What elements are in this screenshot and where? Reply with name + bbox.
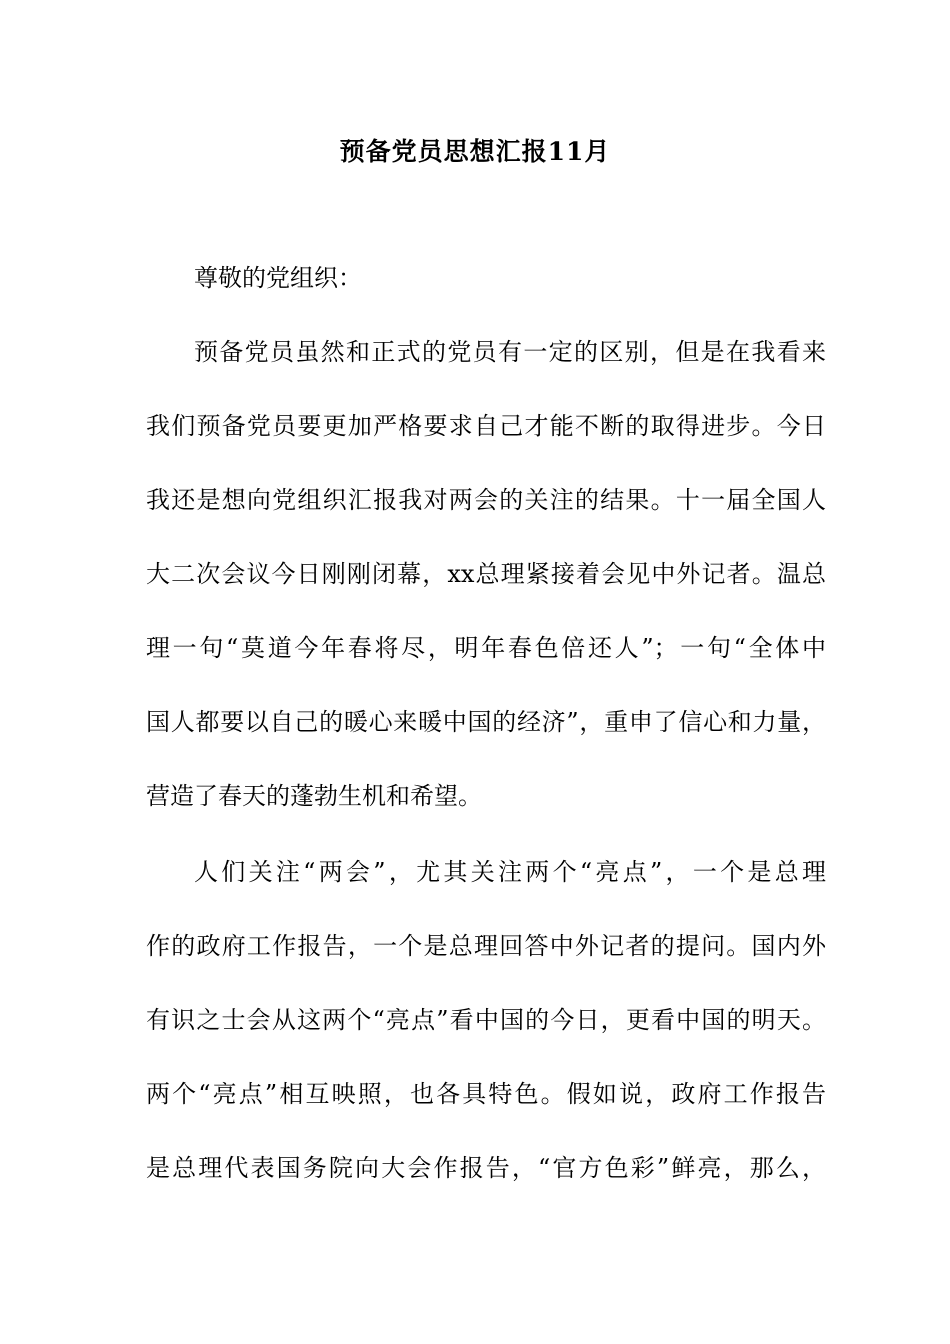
paragraph-line: 我还是想向党组织汇报我对两会的关注的结果。十一届全国人: [146, 486, 826, 514]
paragraph-line: 是总理代表国务院向大会作报告，“官方色彩”鲜亮，那么，: [146, 1154, 826, 1182]
paragraph-line: 作的政府工作报告，一个是总理回答中外记者的提问。国内外: [146, 932, 826, 960]
paragraph-line: 营造了春天的蓬勃生机和希望。: [146, 782, 482, 810]
paragraph-line: 两个“亮点”相互映照，也各具特色。假如说，政府工作报告: [146, 1080, 826, 1108]
paragraph-line: 国人都要以自己的暖心来暖中国的经济”，重申了信心和力量，: [146, 708, 826, 736]
paragraph-line: 有识之士会从这两个“亮点”看中国的今日，更看中国的明天。: [146, 1006, 826, 1034]
paragraph-line: 理一句“莫道今年春将尽，明年春色倍还人”；一句“全体中: [146, 634, 826, 662]
document-title: 预备党员思想汇报11月: [339, 137, 611, 166]
paragraph-line: 大二次会议今日刚刚闭幕，xx总理紧接着会见中外记者。温总: [146, 560, 826, 588]
salutation: 尊敬的党组织：: [194, 264, 362, 292]
paragraph-line: 人们关注“两会”，尤其关注两个“亮点”，一个是总理: [194, 858, 826, 886]
paragraph-line: 我们预备党员要更加严格要求自己才能不断的取得进步。今日: [146, 412, 826, 440]
paragraph-line: 预备党员虽然和正式的党员有一定的区别，但是在我看来: [194, 338, 826, 366]
